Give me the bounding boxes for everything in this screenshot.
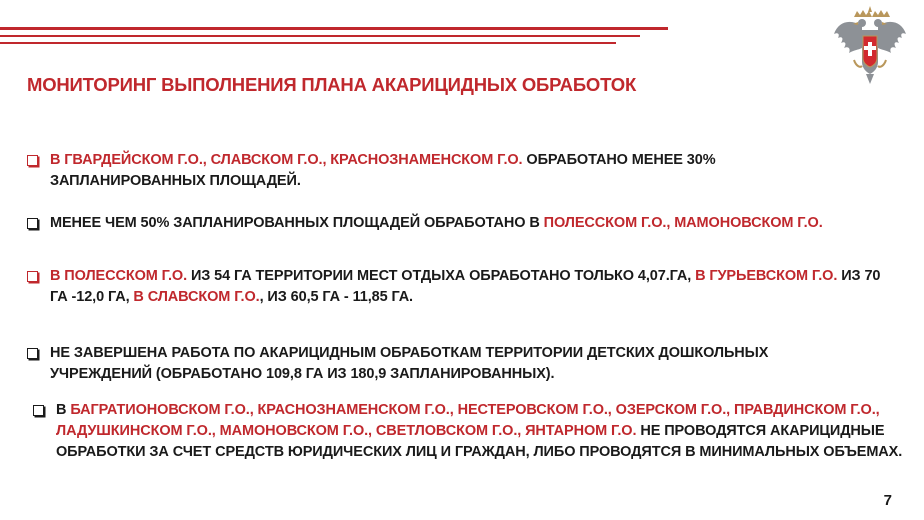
highlight-text: В ГВАРДЕЙСКОМ Г.О., СЛАВСКОМ Г.О., КРАСНОЗНАМЕНСКОМ Г.О. xyxy=(50,152,523,168)
bullet-1 xyxy=(27,150,807,192)
checkbox-bullet-icon xyxy=(27,348,38,359)
header-stripe-bottom xyxy=(0,42,616,44)
body-text: НЕ ПРОВОДЯТСЯ АКАРИЦИДНЫЕ ОБРАБОТКИ ЗА СЧЕТ СРЕДСТВ ЮРИДИЧЕСКИХ ЛИЦ И ГРАЖДАН, ЛИБО ПРОВОДЯТСЯ В МИНИМАЛЬНЫХ ОБЪЕМАХ. xyxy=(56,423,903,460)
header-stripe-top xyxy=(0,27,668,30)
slide-title: МОНИТОРИНГ ВЫПОЛНЕНИЯ ПЛАНА АКАРИЦИДНЫХ ОБРАБОТОК xyxy=(27,74,637,95)
checkbox-bullet-icon xyxy=(33,405,44,416)
body-text: ИЗ 70 ГА -12,0 ГА, xyxy=(50,268,881,305)
highlight-text: В ПОЛЕССКОМ Г.О. xyxy=(50,268,188,284)
highlight-text: В ГУРЬЕВСКОМ Г.О. xyxy=(695,268,838,284)
bullet-4 xyxy=(27,343,827,385)
checkbox-bullet-icon xyxy=(27,155,38,166)
highlight-text: БАГРАТИОНОВСКОМ Г.О., КРАСНОЗНАМЕНСКОМ Г.О., НЕСТЕРОВСКОМ Г.О., ОЗЕРСКОМ Г.О., ПРАВДИНСКОМ Г.О., ЛАДУШКИНСКОМ Г.О., МАМОНОВСКОМ Г.О., СВЕТЛОВСКОМ Г.О., ЯНТАРНОМ Г.О. xyxy=(56,402,880,439)
checkbox-bullet-icon xyxy=(27,271,38,282)
bullet-text xyxy=(50,343,827,385)
bullet-text xyxy=(50,213,823,234)
page-number: 7 xyxy=(883,492,892,509)
body-text: ИЗ 54 ГА ТЕРРИТОРИИ МЕСТ ОТДЫХА ОБРАБОТАНО ТОЛЬКО 4,07.ГА, xyxy=(187,268,696,284)
body-text: НЕ ЗАВЕРШЕНА РАБОТА ПО АКАРИЦИДНЫМ ОБРАБОТКАМ ТЕРРИТОРИИ ДЕТСКИХ ДОШКОЛЬНЫХ УЧРЕЖДЕНИЙ (ОБРАБОТАНО 109,8 ГА ИЗ 180,9 ЗАПЛАНИРОВАННЫХ). xyxy=(50,345,769,382)
rospotrebnadzor-emblem-icon xyxy=(832,4,908,88)
body-text: , ИЗ 60,5 ГА - 11,85 ГА. xyxy=(259,289,413,305)
body-text: ОБРАБОТАНО МЕНЕЕ 30% ЗАПЛАНИРОВАННЫХ ПЛОЩАДЕЙ. xyxy=(50,152,716,189)
bullet-text xyxy=(56,400,903,463)
bullet-5 xyxy=(33,400,903,463)
bullet-text xyxy=(50,150,807,192)
body-text: МЕНЕЕ ЧЕМ 50% ЗАПЛАНИРОВАННЫХ ПЛОЩАДЕЙ ОБРАБОТАНО В xyxy=(50,215,544,231)
body-text: В xyxy=(56,402,71,418)
highlight-text: ПОЛЕССКОМ Г.О., МАМОНОВСКОМ Г.О. xyxy=(543,215,823,231)
checkbox-bullet-icon xyxy=(27,218,38,229)
header-stripe-middle xyxy=(0,35,640,37)
bullet-text xyxy=(50,266,887,308)
bullet-2 xyxy=(27,213,907,234)
bullet-3 xyxy=(27,266,887,308)
highlight-text: В СЛАВСКОМ Г.О. xyxy=(133,289,260,305)
